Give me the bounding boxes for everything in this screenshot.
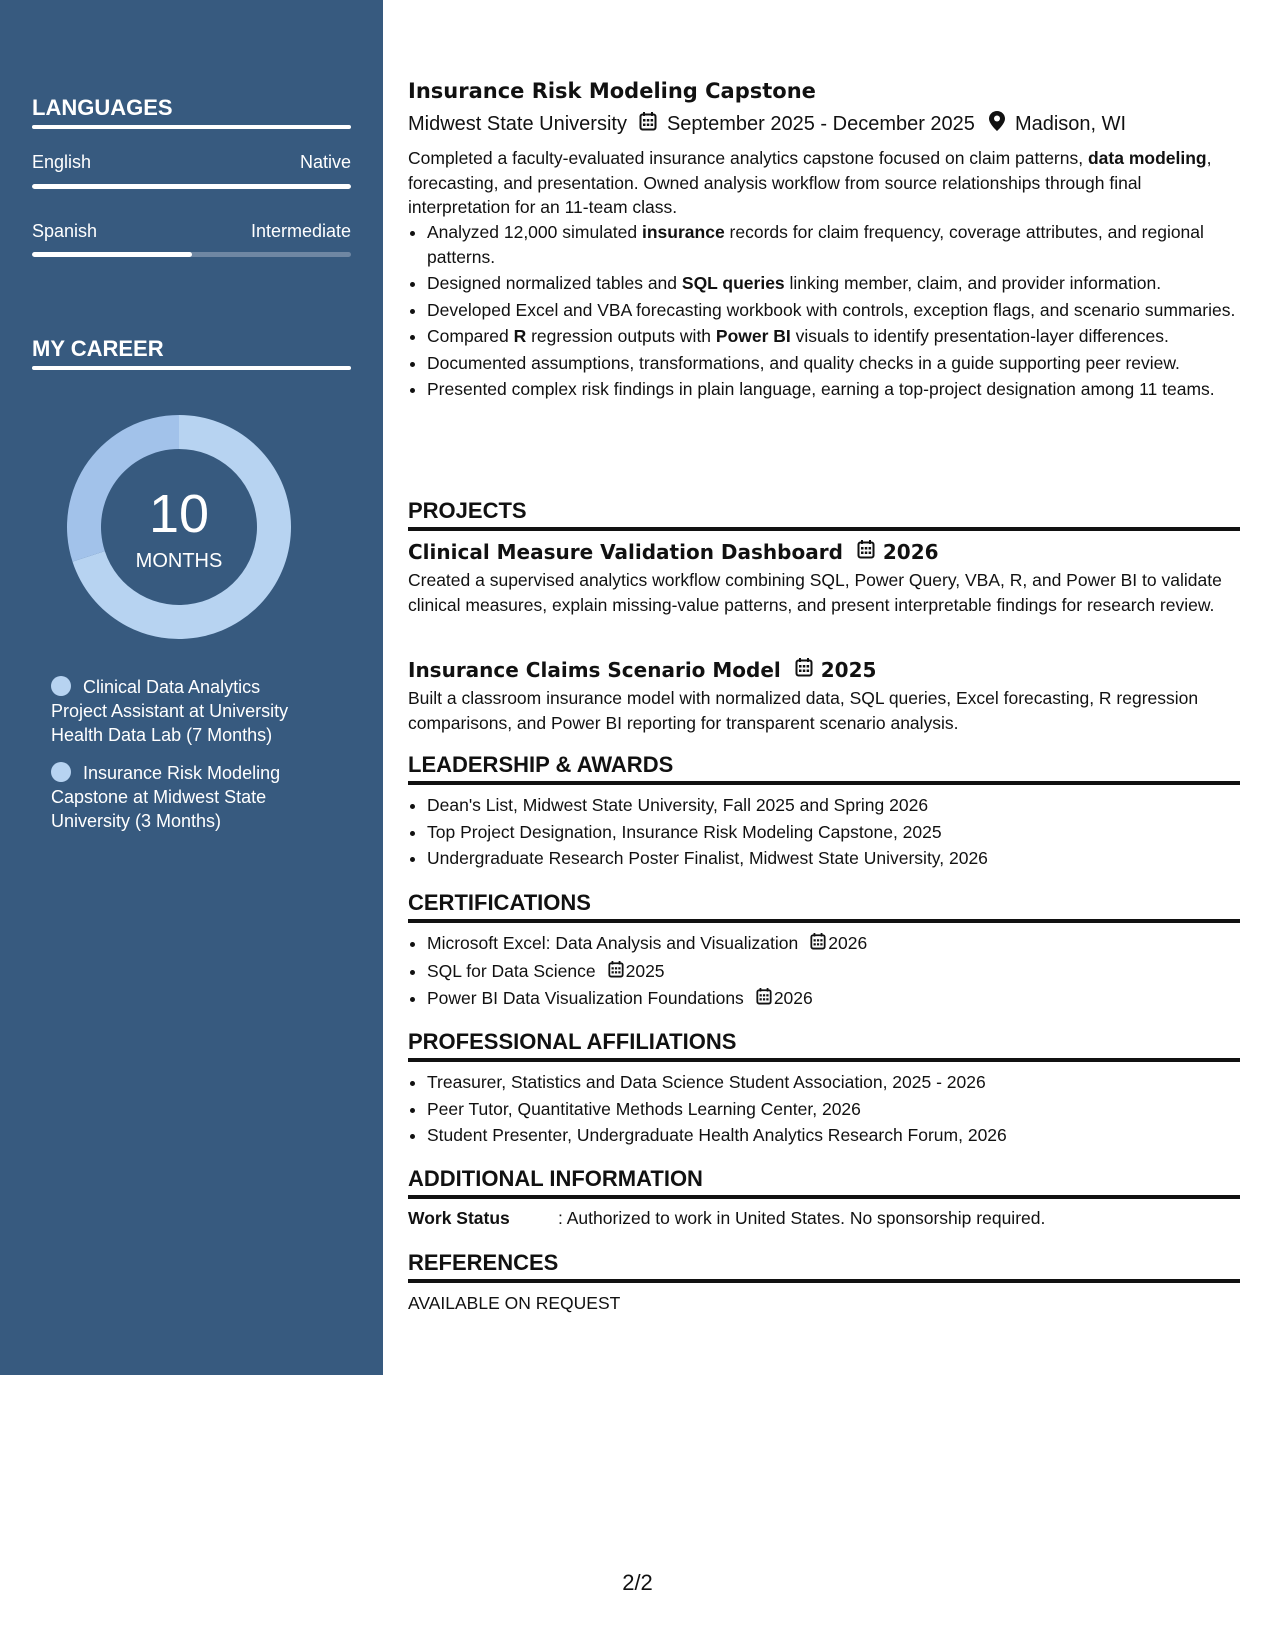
experience-location: Madison, WI <box>1014 112 1127 135</box>
experience-summary <box>408 146 1240 220</box>
bullet-text: Analyzed 12,000 simulated <box>427 222 642 242</box>
work-status-row <box>408 1206 1240 1231</box>
language-bar-fill <box>32 184 351 189</box>
project-title-row <box>408 539 939 564</box>
page-number: 2/2 <box>622 1570 653 1595</box>
list-item: • Dean's List, Midwest State University, Fall 2025 and Spring 2026 <box>427 793 1259 818</box>
bullet-text: linking member, claim, and provider information. <box>784 273 1162 293</box>
career-donut-chart <box>67 415 291 639</box>
languages-heading: LANGUAGES <box>32 95 173 120</box>
list-item <box>427 986 1259 1012</box>
experience-bullets <box>408 220 1259 404</box>
experience-org: Midwest State University <box>408 112 627 135</box>
certification-year: 2026 <box>828 933 868 953</box>
leadership-list <box>408 793 1259 873</box>
career-item <box>51 761 321 833</box>
certification-name: SQL for Data Science <box>427 960 596 981</box>
projects-heading: PROJECTS <box>408 498 527 523</box>
project-title: Insurance Claims Scenario Model <box>408 657 781 682</box>
summary-text: Completed a faculty-evaluated insurance analytics capstone focused on claim patterns, <box>408 148 1088 168</box>
list-item <box>427 959 1259 985</box>
list-item: • Top Project Designation, Insurance Risk Modeling Capstone, 2025 <box>427 820 1259 845</box>
experience-meta <box>408 111 1126 137</box>
calendar-icon <box>608 960 624 985</box>
career-item-text: Insurance Risk Modeling Capstone at Midwest State University (3 Months) <box>51 763 281 831</box>
language-level: Intermediate <box>250 221 351 241</box>
list-item: • Peer Tutor, Quantitative Methods Learning Center, 2026 <box>427 1097 1259 1122</box>
certification-name: Power BI Data Visualization Foundations <box>427 988 744 1009</box>
bullet-bold: SQL queries <box>681 273 785 293</box>
section-rule <box>408 1195 1240 1199</box>
bullet-text: Compared <box>427 326 514 346</box>
list-item <box>427 271 1259 296</box>
list-item <box>427 324 1259 349</box>
certification-name: Microsoft Excel: Data Analysis and Visualization <box>427 933 799 953</box>
language-level: Native <box>299 152 351 172</box>
languages-rule <box>32 125 351 129</box>
sidebar <box>0 0 383 1375</box>
project-description: Created a supervised analytics workflow combining SQL, Power Query, VBA, R, and Power BI to validate clinical measures, explain missing-value patterns, and present interpretable findings for research review. <box>408 570 1222 615</box>
certifications-list <box>408 931 1259 1014</box>
career-item-text: Clinical Data Analytics Project Assistant at University Health Data Lab (7 Months) <box>51 677 289 745</box>
calendar-icon <box>857 539 875 564</box>
career-item <box>51 675 321 747</box>
references-heading: REFERENCES <box>408 1250 559 1275</box>
additional-info-heading: ADDITIONAL INFORMATION <box>408 1166 703 1191</box>
project-description: Built a classroom insurance model with normalized data, SQL queries, Excel forecasting, R regression comparisons, and Power BI reporting for transparent scenario analysis. <box>408 688 1199 733</box>
list-item: • Treasurer, Statistics and Data Science Student Association, 2025 - 2026 <box>427 1070 1259 1095</box>
references-text: AVAILABLE ON REQUEST <box>408 1293 621 1313</box>
calendar-icon <box>795 657 813 682</box>
career-total-months: 10 <box>148 484 210 544</box>
language-bar-fill <box>32 252 192 257</box>
certification-year: 2026 <box>773 988 813 1009</box>
list-item: • Student Presenter, Undergraduate Health Analytics Research Forum, 2026 <box>427 1123 1259 1148</box>
experience-title: Insurance Risk Modeling Capstone <box>408 79 816 103</box>
list-item <box>427 220 1259 269</box>
bullet-text: Developed Excel and VBA forecasting workbook with controls, exception flags, and scenario summaries. <box>427 299 1236 320</box>
career-rule <box>32 366 351 370</box>
section-rule <box>408 919 1240 923</box>
summary-bold: data modeling <box>1087 148 1207 168</box>
bullet-text: visuals to identify presentation-layer differences. <box>790 326 1169 346</box>
calendar-icon <box>639 111 657 137</box>
section-rule <box>408 1058 1240 1062</box>
list-item <box>427 377 1259 402</box>
location-pin-icon <box>989 111 1005 137</box>
bullet-bold: R <box>513 326 527 346</box>
bullet-text: Documented assumptions, transformations, and quality checks in a guide supporting peer review. <box>427 352 1180 373</box>
bullet-text: regression outputs with <box>526 326 716 346</box>
section-rule <box>408 527 1240 531</box>
project-year: 2025 <box>820 657 877 682</box>
certification-year: 2025 <box>625 960 665 981</box>
experience-dates: September 2025 - December 2025 <box>666 112 975 135</box>
career-bullet-dot <box>51 676 71 696</box>
calendar-icon <box>756 987 772 1012</box>
bullet-text: Presented complex risk findings in plain language, earning a top-project designation among 11 teams. <box>427 379 1215 399</box>
list-item: • Undergraduate Research Poster Finalist, Midwest State University, 2026 <box>427 846 1259 871</box>
list-item <box>427 351 1259 376</box>
work-status-label: Work Status <box>408 1208 510 1228</box>
language-name: English <box>32 152 92 172</box>
project-title: Clinical Measure Validation Dashboard <box>408 539 843 564</box>
bullet-text: records for claim frequency, coverage attributes, and regional patterns. <box>427 222 1204 267</box>
list-item <box>427 298 1259 323</box>
certifications-heading: CERTIFICATIONS <box>408 890 591 915</box>
section-rule <box>408 781 1240 785</box>
summary-text: , forecasting, and presentation. Owned analysis workflow from source relationships through final interpretation for an 11-team class. <box>408 148 1212 217</box>
career-unit-label: MONTHS <box>135 550 223 572</box>
language-bar-english <box>32 184 351 189</box>
list-item <box>427 931 1259 957</box>
section-rule <box>408 1279 1240 1283</box>
affiliations-heading: PROFESSIONAL AFFILIATIONS <box>408 1029 737 1054</box>
affiliations-list <box>408 1070 1259 1150</box>
project-year: 2026 <box>882 539 939 564</box>
leadership-heading: LEADERSHIP & AWARDS <box>408 752 674 777</box>
work-status-value: : Authorized to work in United States. No sponsorship required. <box>558 1208 1046 1228</box>
language-name: Spanish <box>32 221 98 241</box>
project-title-row <box>408 657 876 682</box>
language-row-spanish <box>32 221 351 242</box>
career-bullet-dot <box>51 762 71 782</box>
bullet-text: Designed normalized tables and <box>427 273 682 293</box>
calendar-icon <box>810 932 826 957</box>
career-heading: MY CAREER <box>32 336 164 361</box>
bullet-bold: Power BI <box>715 326 791 346</box>
language-row-english <box>32 152 351 173</box>
bullet-bold: insurance <box>642 222 725 242</box>
language-bar-spanish <box>32 252 351 257</box>
